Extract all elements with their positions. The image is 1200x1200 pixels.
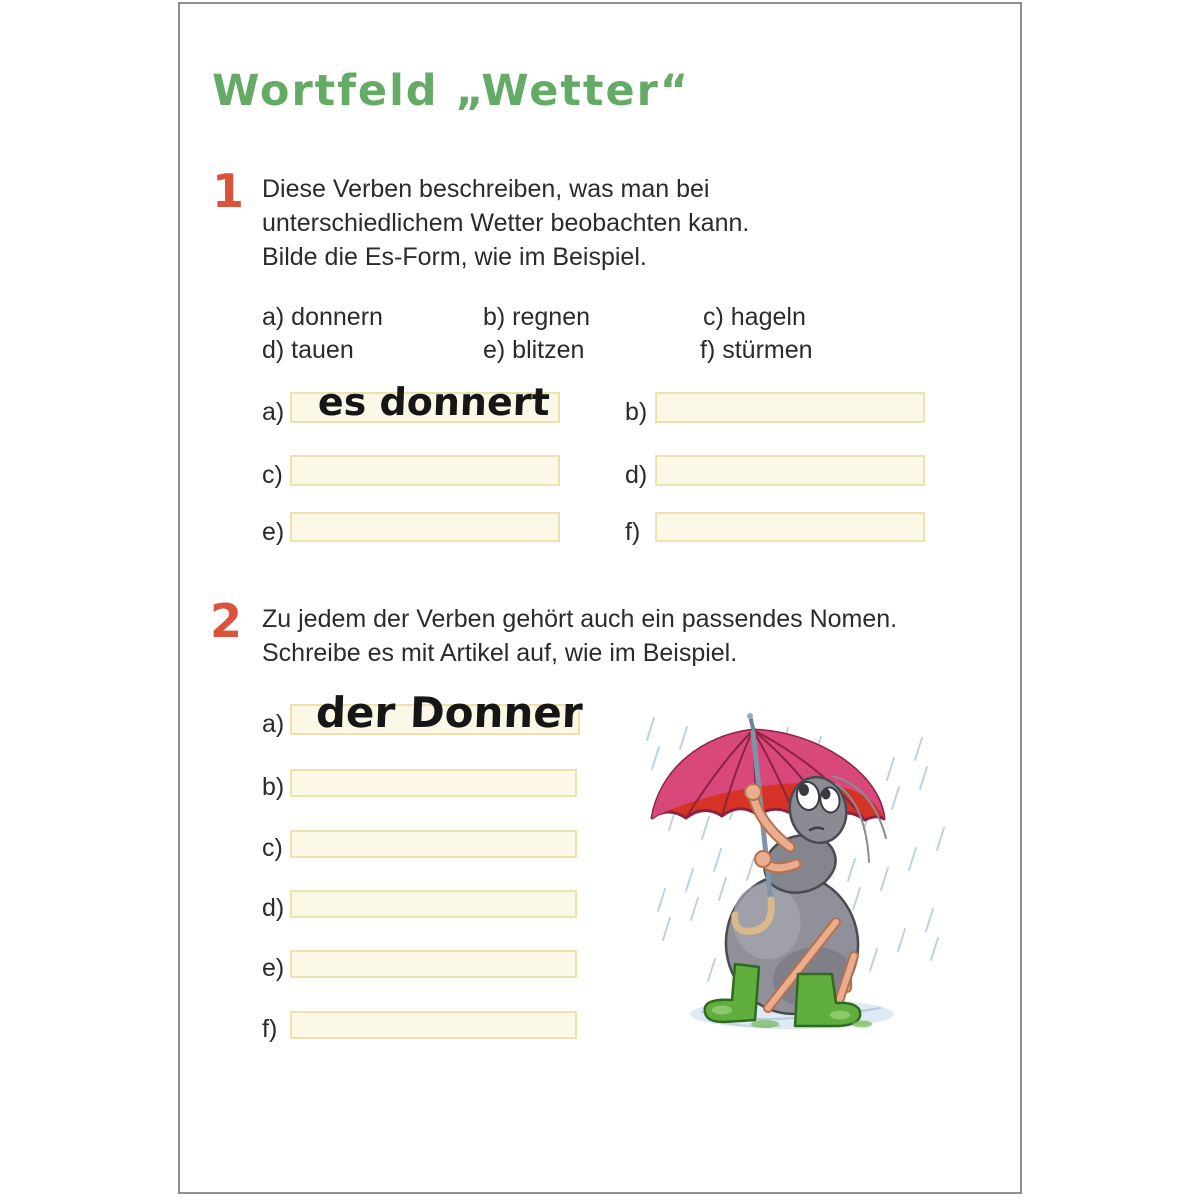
- answer-label-1a: a): [262, 398, 285, 426]
- example-answer-1a: es donnert: [317, 380, 551, 424]
- verb-item-c: c) hageln: [703, 303, 806, 331]
- answer-field-1e[interactable]: [290, 512, 560, 542]
- exercise1-instruction: [262, 172, 749, 274]
- answer-label-1d: d): [625, 461, 648, 489]
- exercise2-number: 2: [210, 594, 243, 648]
- verb-item-f: f) stürmen: [700, 336, 813, 364]
- ant-pupil: [799, 784, 809, 796]
- verb-item-e: e) blitzen: [483, 336, 585, 364]
- answer-field-2d[interactable]: [290, 890, 577, 918]
- ant-pupil: [822, 789, 831, 800]
- answer-label-1e: e): [262, 518, 285, 546]
- ant-umbrella-illustration: [640, 712, 960, 1042]
- answer-field-2c[interactable]: [290, 830, 577, 858]
- page-title: Wortfeld „Wetter“: [212, 66, 691, 116]
- answer-field-1c[interactable]: [290, 455, 560, 486]
- verb-item-a: a) donnern: [262, 303, 383, 331]
- verb-item-d: d) tauen: [262, 336, 354, 364]
- answer-field-2e[interactable]: [290, 950, 577, 978]
- ant-hand: [755, 851, 771, 867]
- instruction-line: Bilde die Es-Form, wie im Beispiel.: [262, 243, 647, 271]
- answer-field-1d[interactable]: [655, 455, 925, 486]
- instruction-line: Schreibe es mit Artikel auf, wie im Beispiel.: [262, 639, 738, 667]
- answer-label-2a: a): [262, 710, 285, 738]
- exercise2-instruction: [262, 602, 897, 670]
- answer-label-1b: b): [625, 398, 648, 426]
- answer-label-2c: c): [262, 834, 283, 862]
- instruction-line: unterschiedlichem Wetter beobachten kann.: [262, 209, 750, 237]
- answer-label-1c: c): [262, 461, 283, 489]
- answer-label-1f: f): [625, 518, 641, 546]
- verb-item-b: b) regnen: [483, 303, 591, 331]
- exercise1-number: 1: [212, 164, 245, 218]
- answer-field-2f[interactable]: [290, 1011, 577, 1039]
- example-answer-2a: der Donner: [315, 688, 584, 737]
- answer-label-2b: b): [262, 773, 285, 801]
- answer-field-1b[interactable]: [655, 392, 925, 423]
- answer-field-1f[interactable]: [655, 512, 925, 542]
- answer-label-2f: f): [262, 1015, 278, 1043]
- instruction-line: Diese Verben beschreiben, was man bei: [262, 175, 710, 203]
- answer-field-2b[interactable]: [290, 769, 577, 797]
- answer-label-2d: d): [262, 894, 285, 922]
- instruction-line: Zu jedem der Verben gehört auch ein passendes Nomen.: [262, 605, 898, 633]
- answer-label-2e: e): [262, 954, 285, 982]
- ant-hand: [745, 784, 761, 800]
